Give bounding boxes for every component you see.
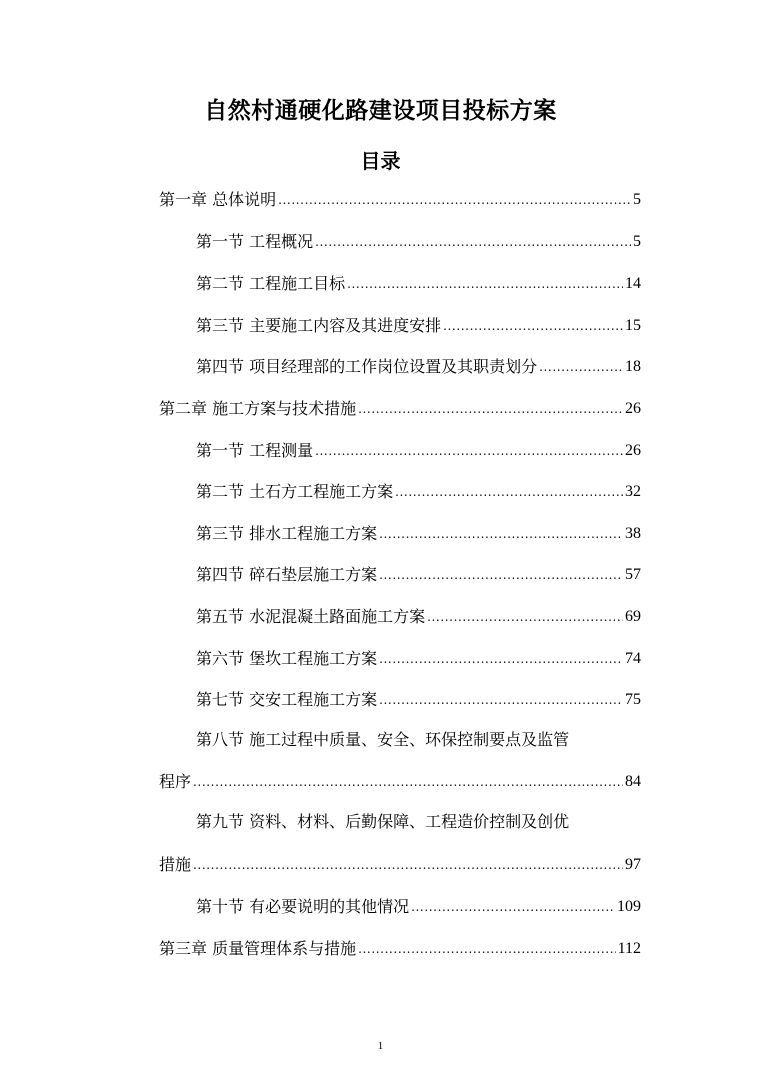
toc-entry-label: 第七节 交安工程施工方案 xyxy=(196,690,378,709)
toc-entry-label: 第三章 质量管理体系与措施 xyxy=(159,939,357,958)
toc-entry-page: 84 xyxy=(625,773,641,790)
toc-entry-page: 26 xyxy=(625,442,641,459)
toc-entry-page: 32 xyxy=(625,483,641,500)
toc-entry-label: 第十节 有必要说明的其他情况 xyxy=(196,897,410,916)
toc-entry-page: 5 xyxy=(633,233,641,250)
toc-entry-section[interactable] xyxy=(196,478,641,502)
toc-entry-page: 57 xyxy=(625,566,641,583)
document-title: 自然村通硬化路建设项目投标方案 xyxy=(204,98,557,124)
toc-entry-label: 第四节 项目经理部的工作岗位设置及其职责划分 xyxy=(196,357,538,376)
toc-entry-chapter[interactable] xyxy=(159,935,641,959)
toc-entry-label-line1[interactable]: 第八节 施工过程中质量、安全、环保控制要点及监管 xyxy=(196,730,570,749)
toc-entry-page: 5 xyxy=(633,191,641,208)
toc-entry-section[interactable] xyxy=(196,228,641,252)
toc-leader-dots xyxy=(193,771,623,792)
toc-entry-section-continued[interactable] xyxy=(159,768,641,792)
toc-leader-dots xyxy=(278,189,631,210)
toc-entry-label: 第一章 总体说明 xyxy=(159,190,277,209)
toc-entry-label: 第三节 排水工程施工方案 xyxy=(196,524,378,543)
toc-entry-label-line1[interactable]: 第九节 资料、材料、后勤保障、工程造价控制及创优 xyxy=(196,812,570,831)
toc-leader-dots xyxy=(358,938,616,959)
toc-leader-dots xyxy=(193,854,623,875)
toc-entry-section[interactable] xyxy=(196,603,641,627)
toc-leader-dots xyxy=(358,398,623,419)
toc-entry-page: 74 xyxy=(625,650,641,667)
toc-entry-label: 第三节 主要施工内容及其进度安排 xyxy=(196,316,442,335)
toc-entry-chapter[interactable] xyxy=(159,186,641,210)
toc-leader-dots xyxy=(315,440,623,461)
toc-leader-dots xyxy=(443,315,623,336)
toc-leader-dots xyxy=(315,231,631,252)
toc-heading: 目录 xyxy=(360,149,401,173)
toc-entry-label: 第二章 施工方案与技术措施 xyxy=(159,399,357,418)
toc-entry-page: 109 xyxy=(617,898,641,915)
toc-entry-chapter[interactable] xyxy=(159,395,641,419)
toc-leader-dots xyxy=(411,896,615,917)
toc-entry-section[interactable] xyxy=(196,561,641,585)
toc-entry-page: 97 xyxy=(625,856,641,873)
toc-entry-page: 75 xyxy=(625,691,641,708)
toc-entry-page: 69 xyxy=(625,608,641,625)
toc-leader-dots xyxy=(427,606,623,627)
toc-entry-label: 第二节 土石方工程施工方案 xyxy=(196,482,394,501)
toc-leader-dots xyxy=(347,273,623,294)
toc-entry-page: 26 xyxy=(625,400,641,417)
toc-entry-section[interactable] xyxy=(196,353,641,377)
toc-entry-section-continued[interactable] xyxy=(159,851,641,875)
toc-entry-page: 14 xyxy=(625,275,641,292)
toc-entry-label-continued: 程序 xyxy=(159,772,192,791)
toc-leader-dots xyxy=(379,564,623,585)
toc-entry-section[interactable] xyxy=(196,686,641,710)
toc-entry-section[interactable] xyxy=(196,645,641,669)
page-number: 1 xyxy=(377,1040,384,1052)
toc-entry-page: 15 xyxy=(625,317,641,334)
toc-entry-label: 第六节 堡坎工程施工方案 xyxy=(196,649,378,668)
toc-entry-label: 第四节 碎石垫层施工方案 xyxy=(196,565,378,584)
toc-entry-page: 38 xyxy=(625,525,641,542)
toc-leader-dots xyxy=(379,689,623,710)
toc-leader-dots xyxy=(379,648,623,669)
toc-entry-section[interactable] xyxy=(196,437,641,461)
toc-entry-label-continued: 措施 xyxy=(159,855,192,874)
toc-entry-section[interactable] xyxy=(196,893,641,917)
toc-leader-dots xyxy=(395,481,623,502)
toc-entry-label: 第一节 工程测量 xyxy=(196,441,314,460)
toc-entry-page: 18 xyxy=(625,358,641,375)
toc-entry-section[interactable] xyxy=(196,520,641,544)
toc-leader-dots xyxy=(539,356,623,377)
toc-entry-label: 第五节 水泥混凝土路面施工方案 xyxy=(196,607,426,626)
toc-entry-page: 112 xyxy=(617,940,641,957)
toc-entry-section[interactable] xyxy=(196,270,641,294)
toc-leader-dots xyxy=(379,523,623,544)
toc-entry-label: 第一节 工程概况 xyxy=(196,232,314,251)
toc-entry-section[interactable] xyxy=(196,312,641,336)
toc-entry-label: 第二节 工程施工目标 xyxy=(196,274,346,293)
